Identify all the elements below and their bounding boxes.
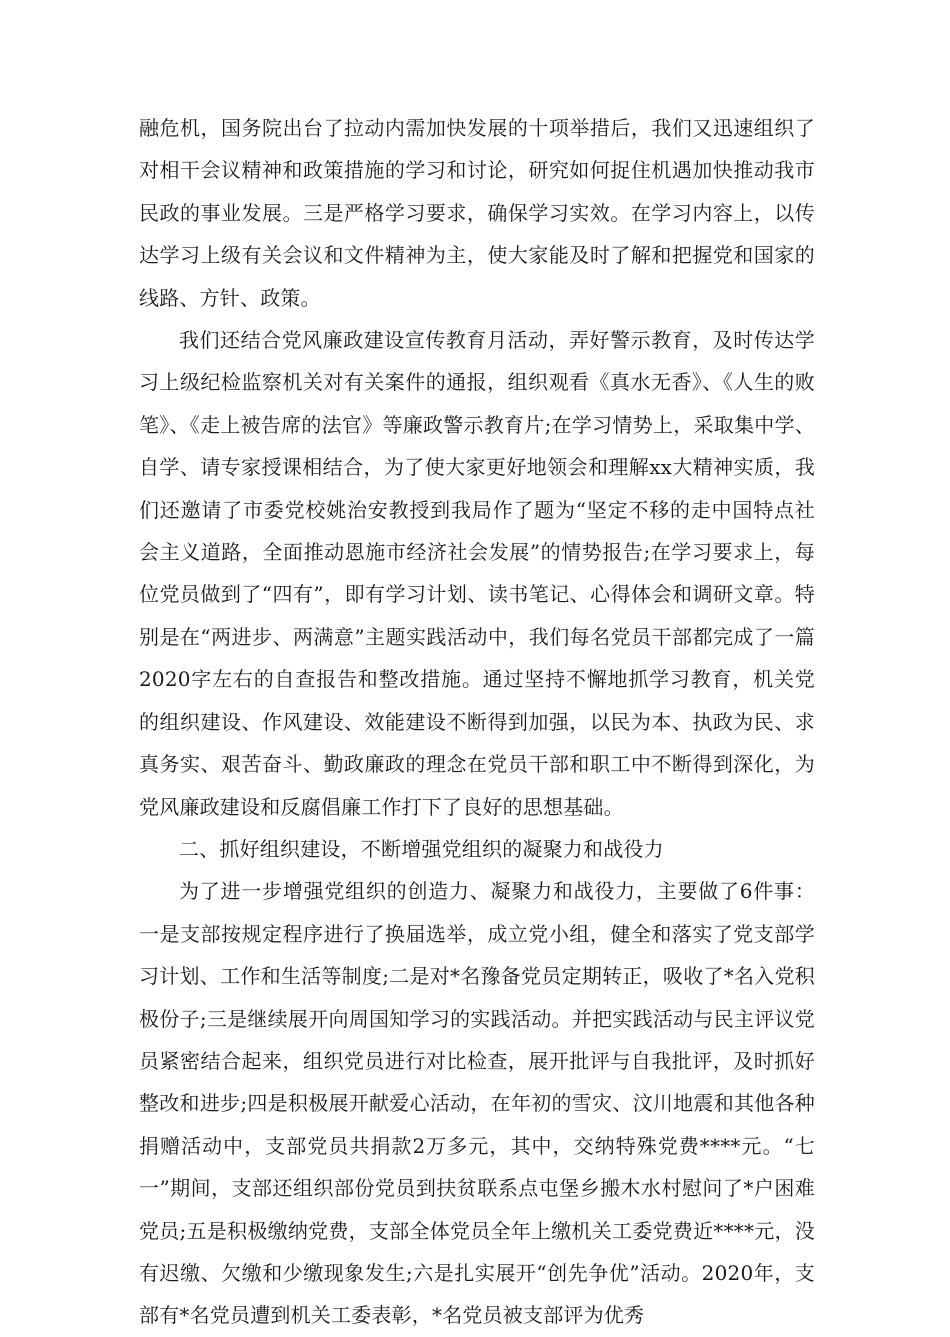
paragraph-1: 融危机，国务院出台了拉动内需加快发展的十项举措后，我们又迅速组织了对相干会议精神和政策措施的学习和讨论，研究如何捉住机遇加快推动我市民政的事业发展。三是严格学习要求，确保学习实效。在学习内容上，以传达学习上级有关会议和文件精神为主，使大家能及时了解和把握党和国家的线路、方针、政策。: [139, 116, 815, 310]
section-heading: 二、抓好组织建设，不断增强党组织的凝聚力和战役力: [179, 836, 664, 861]
paragraph-2: 我们还结合党风廉政建设宣传教育月活动，弄好警示教育，及时传达学习上级纪检监察机关对有关案件的通报，组织观看《真水无香》、《人生的败笔》、《走上被告席的法官》等廉政警示教育片;在学习情势上，采取集中学、自学、请专家授课相结合，为了使大家更好地领会和理解xx大精神实质，我们还邀请了市委党校姚治安教授到我局作了题为“坚定不移的走中国特点社会主义道路，全面推动恩施市经济社会发展”的情势报告;在学习要求上，每位党员做到了“四有”，即有学习计划、读书笔记、心得体会和调研文章。特别是在“两进步、两满意”主题实践活动中，我们每名党员干部都完成了一篇2020字左右的自查报告和整改措施。通过坚持不懈地抓学习教育，机关党的组织建设、作风建设、效能建设不断得到加强，以民为本、执政为民、求真务实、艰苦奋斗、勤政廉政的理念在党员干部和职工中不断得到深化，为党风廉政建设和反腐倡廉工作打下了良好的思想基础。: [139, 328, 815, 819]
document-body: [139, 107, 815, 1337]
paragraph-3: 为了进一步增强党组织的创造力、凝聚力和战役力，主要做了6件事：一是支部按规定程序进行了换届选举，成立党小组，健全和落实了党支部学习计划、工作和生活等制度;二是对*名豫备党员定期转正，吸收了*名入党积极份子;三是继续展开向周国知学习的实践活动。并把实践活动与民主评议党员紧密结合起来，组织党员进行对比检查，展开批评与自我批评，及时抓好整改和进步;四是积极展开献爱心活动，在年初的雪灾、汶川地震和其他各种捐赠活动中，支部党员共捐款2万多元，其中，交纳特殊党费****元。“七一”期间，支部还组织部份党员到扶贫联系点屯堡乡搬木水村慰问了*户困难党员;五是积极缴纳党费，支部全体党员全年上缴机关工委党费近****元，没有迟缴、欠缴和少缴现象发生;六是扎实展开“创先争优”活动。2020年，支部有*名党员遭到机关工委表彰，*名党员被支部评为优秀: [139, 879, 815, 1328]
